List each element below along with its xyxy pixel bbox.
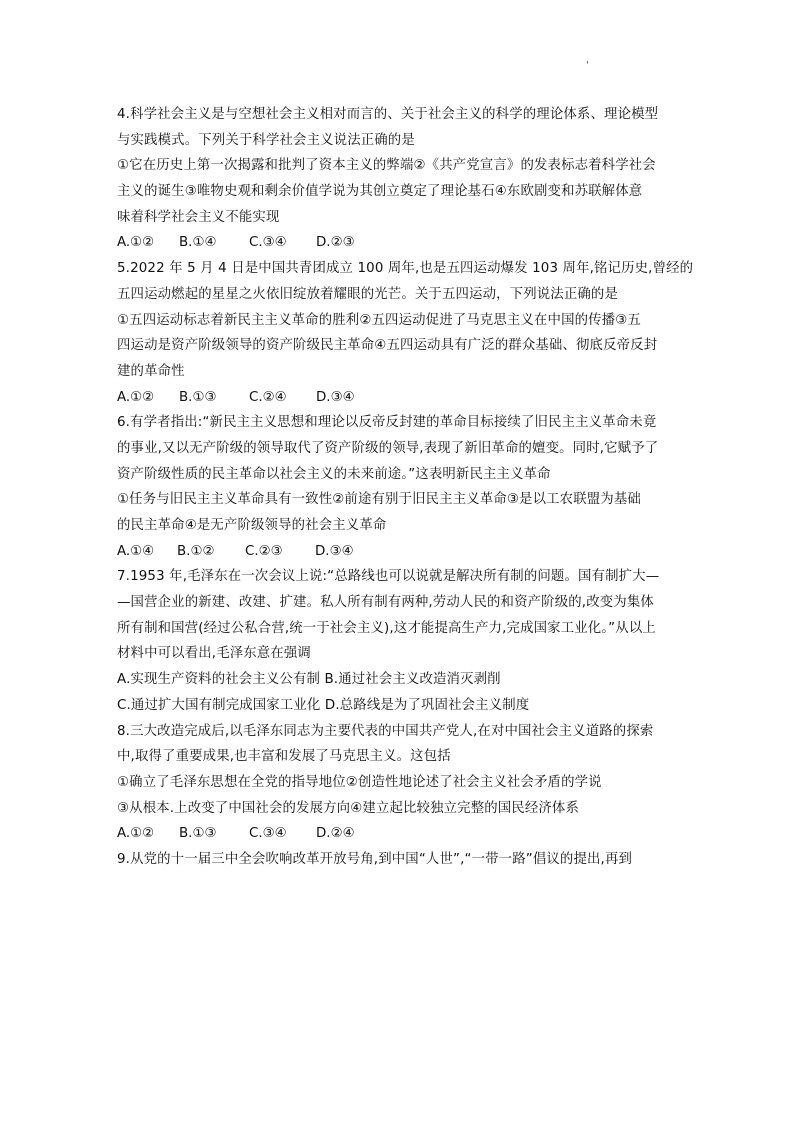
answer-options	[117, 539, 677, 565]
question-7	[117, 564, 677, 718]
statement-line: 四运动是资产阶级领导的资产阶级民主革命④五四运动具有广泛的群众基础、彻底反帝反封	[117, 338, 658, 354]
statement-line: 的民主革命④是无产阶级领导的社会主义革命	[117, 518, 387, 533]
question-text-line: 的事业,又以无产阶级的领导取代了资产阶级的领导,表现了新旧革命的嬗变。同时,它赋予了	[117, 440, 659, 456]
statement-line: ①任务与旧民主主义革命具有一致性②前途有别于旧民主主义革命③是以工农联盟为基础	[117, 492, 641, 508]
answer-options	[117, 230, 677, 256]
answer-options-line: A.实现生产资料的社会主义公有制 B.通过社会主义改造消灭剥削	[117, 672, 501, 688]
option-d: D.③④	[316, 389, 355, 405]
question-text-line: 5.2022 年 5 月 4 日是中国共青团成立 100 周年,也是五四运动爆发 103 周年,铭记历史,曾经的	[117, 261, 694, 277]
answer-options-line: C.通过扩大国有制完成国家工业化 D.总路线是为了巩固社会主义制度	[117, 697, 530, 713]
document-body	[117, 102, 694, 873]
page-mark: '	[586, 60, 589, 71]
question-text-line: 所有制和国营(经过公私合营,统一于社会主义),这才能提高生产力,完成国家工业化。”从以上	[117, 620, 656, 636]
question-text-line: 8.三大改造完成后,以毛泽东同志为主要代表的中国共产党人,在对中国社会主义道路的探索	[117, 723, 654, 739]
option-a: A.①④	[117, 543, 155, 559]
option-d: D.③④	[315, 543, 354, 559]
option-b: B.①②	[177, 543, 215, 559]
question-text-line: 与实践模式。下列关于科学社会主义说法正确的是	[117, 132, 415, 148]
question-8	[117, 719, 677, 847]
option-d: D.②④	[316, 826, 355, 842]
statement-line: ①它在历史上第一次揭露和批判了资本主义的弊端②《共产党宣言》的发表标志着科学社会	[117, 158, 656, 174]
question-4	[117, 102, 677, 256]
option-b: B.①③	[179, 826, 217, 842]
option-a: A.①②	[117, 235, 155, 251]
question-9	[117, 847, 677, 873]
question-text-line: 9.从党的十一届三中全会吹响改革开放号角,到中国“人世”,“一带一路”倡议的提出,再到	[117, 851, 633, 867]
option-b: B.①③	[179, 389, 217, 405]
question-text-line: 中,取得了重要成果,也丰富和发展了马克思主义。这包括	[117, 749, 451, 765]
statement-line: ①确立了毛泽东思想在全党的指导地位②创造性地论述了社会主义社会矛盾的学说	[117, 774, 602, 790]
option-a: A.①②	[117, 826, 155, 842]
question-5	[117, 256, 694, 410]
answer-options	[117, 821, 677, 847]
option-a: A.①②	[117, 389, 155, 405]
question-text-line: 材料中可以看出,毛泽东意在强调	[117, 646, 311, 662]
option-d: D.②③	[316, 235, 355, 251]
option-c: C.③④	[249, 235, 287, 251]
question-text-line: 7.1953 年,毛泽东在一次会议上说:“总路线也可以说就是解决所有制的问题。国有制扩大—	[117, 569, 660, 585]
question-text-line: 五四运动燃起的星星之火依旧绽放着耀眼的光芒。关于五四运动，下列说法正确的是	[117, 286, 619, 302]
option-b: B.①④	[179, 235, 217, 251]
option-c: C.②④	[249, 389, 287, 405]
statement-line: 味着科学社会主义不能实现	[117, 209, 280, 225]
question-text-line: 6.有学者指出:“新民主主义思想和理论以反帝反封建的革命目标接续了旧民主主义革命未竟	[117, 415, 657, 431]
statement-line: 主义的诞生③唯物史观和剩余价值学说为其创立奠定了理论基石④东欧剧变和苏联解体意	[117, 184, 643, 200]
option-c: C.②③	[245, 543, 283, 559]
question-text-line: —国营企业的新建、改建、扩建。私人所有制有两种,劳动人民的和资产阶级的,改变为集体	[117, 595, 654, 611]
option-c: C.③④	[249, 826, 287, 842]
statement-line: 建的革命性	[117, 363, 185, 379]
question-text-line: 4.科学社会主义是与空想社会主义相对而言的、关于社会主义的科学的理论体系、理论模型	[117, 107, 659, 122]
question-6	[117, 410, 677, 564]
answer-options	[117, 385, 677, 411]
statement-line: ③从根本.上改变了中国社会的发展方向④建立起比较独立完整的国民经济体系	[117, 800, 580, 816]
question-text-line: 资产阶级性质的民主革命以社会主义的未来前途。”这表明新民主主义革命	[117, 466, 551, 482]
statement-line: ①五四运动标志着新民主主义革命的胜利②五四运动促进了马克思主义在中国的传播③五	[117, 312, 641, 328]
